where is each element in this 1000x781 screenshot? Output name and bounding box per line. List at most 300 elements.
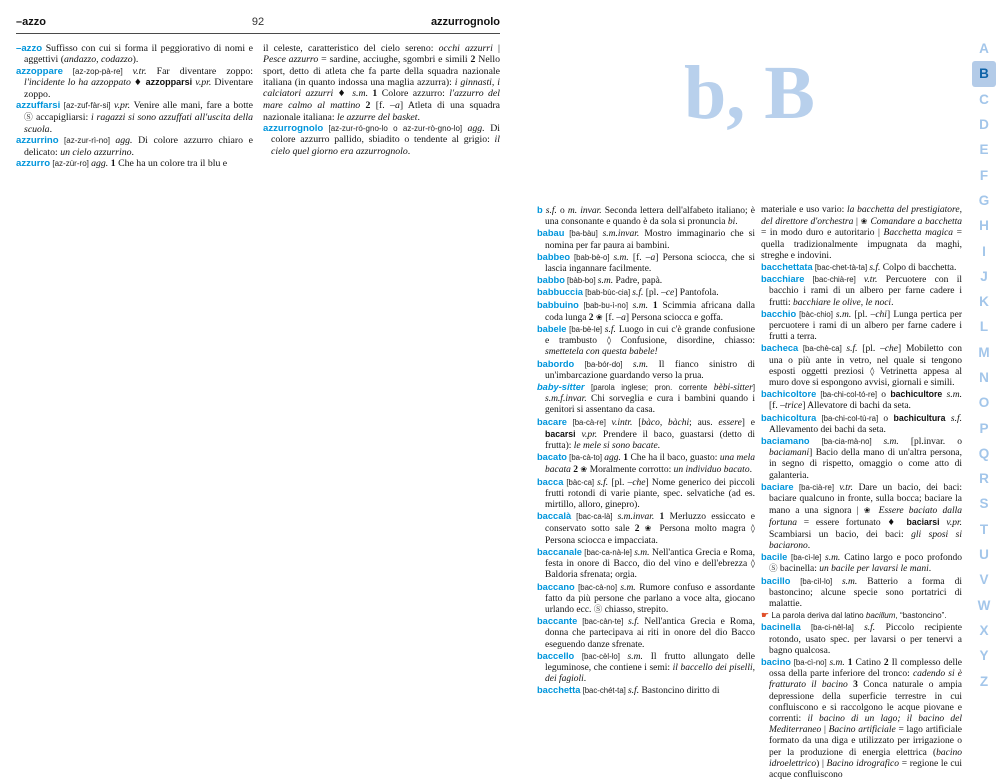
dictionary-entry <box>761 622 962 657</box>
dictionary-entry <box>537 511 755 547</box>
pronunciation: [ba-cìl-lo] <box>790 576 842 586</box>
text-segment: [pl. <box>857 344 881 355</box>
text-segment: s.f. <box>627 686 640 697</box>
text-segment: [f. <box>605 312 617 323</box>
alphabet-index-y: Y <box>979 648 989 664</box>
pronunciation: [az-zop-pà-re] <box>62 66 133 76</box>
headword: baby-sitter <box>537 382 585 393</box>
headword: bacchetta <box>537 685 581 696</box>
text-segment: = essere fortunato <box>796 518 888 529</box>
alphabet-index-q: Q <box>978 445 990 461</box>
text-segment: bacinella: <box>777 564 820 575</box>
text-segment: [pl.invar. o <box>898 437 962 448</box>
dictionary-symbol: ◊ <box>750 559 755 570</box>
headword: bacato <box>537 452 567 463</box>
header-last-word: azzurrognolo <box>430 16 500 28</box>
headword: bacino <box>761 656 791 667</box>
dictionary-entry <box>16 100 253 135</box>
text-segment: s.m.invar. <box>617 512 655 523</box>
text-segment: . <box>131 146 134 158</box>
dictionary-entry <box>761 274 962 309</box>
pronunciation: [bac-chià-re] <box>804 275 864 285</box>
dictionary-entry <box>537 359 755 382</box>
headword: babbuino <box>537 299 579 310</box>
text-segment: codazzo <box>101 54 133 66</box>
text-segment: le azzurre del basket <box>336 111 418 123</box>
text-segment: s.f. <box>869 263 881 274</box>
alphabet-index-j: J <box>980 268 988 284</box>
alphabet-index-r: R <box>979 471 989 487</box>
dictionary-entry <box>16 135 253 158</box>
text-segment: 2 <box>360 100 376 112</box>
headword: babbo <box>537 275 565 286</box>
dictionary-column <box>263 43 500 169</box>
text-segment: Nello sport, detto di atleta che fa parte della squadra nazionale italiana (in quanto indossa una maglia azzurra): <box>263 54 501 88</box>
text-segment: . <box>749 465 752 476</box>
text-segment: –trice <box>780 401 803 412</box>
headword: babau <box>537 228 565 239</box>
dictionary-symbol: Ⓢ <box>769 564 778 575</box>
dictionary-entry <box>537 477 755 512</box>
text-segment: Nell'antica Grecia e Roma, donna che partecipava ai riti in onore del dio Bacco eseguendo danze sfrenate. <box>545 617 755 650</box>
headword: b <box>537 205 543 215</box>
pronunciation: [bac-càn-te] <box>577 617 629 627</box>
text-segment: Il complesso delle ossa della parte inferiore del tronco: <box>769 657 963 680</box>
text-segment: Che ha il baco, guasto: <box>630 453 720 464</box>
text-segment: [f. <box>628 252 646 263</box>
text-segment: [ <box>632 417 642 428</box>
dictionary-symbol: ♦ <box>887 518 907 529</box>
figurative-sense-icon: ❀ <box>595 312 606 322</box>
text-segment: agg. <box>604 453 621 464</box>
headword: azzuffarsi <box>16 100 61 112</box>
text-segment: Conca naturale o ampia depressione della superficie terrestre in cui confluiscono e si raccolgono le acque piovane e correnti: <box>769 680 963 724</box>
text-segment: ] Bacio della mano di un'altra persona, in segno di rispetto, omaggio o come atto di galanteria. <box>769 448 962 481</box>
dictionary-symbol: ◊ <box>750 524 756 535</box>
alphabet-index-g: G <box>978 192 990 208</box>
text-segment: = quella tradizionalmente impugnata da maghi, streghe e indovini. <box>761 228 962 261</box>
alphabet-index-e: E <box>979 142 989 158</box>
dictionary-entry <box>16 158 253 169</box>
dictionary-entry <box>537 324 755 359</box>
pronunciation: [az-zur-ró-gno-lo o az-zur-rò-gno-lo] <box>323 124 468 134</box>
text-segment: . <box>417 111 420 123</box>
text-segment: Seconda lettera dell'alfabeto italiano; è una consonante e quando è da sola si pronuncia <box>545 206 755 228</box>
text-segment: 2 <box>588 312 596 323</box>
text-segment: bacillum <box>865 611 896 621</box>
pronunciation: [ba-bè-le] <box>566 325 605 335</box>
pronunciation: [bàc-chio] <box>796 309 836 319</box>
pronunciation: [bab-bùc-cia] <box>582 288 633 298</box>
dictionary-symbol: ♦ <box>337 89 353 100</box>
text-segment: bi <box>727 217 736 228</box>
headword: bacchio <box>761 308 797 319</box>
pronunciation: ] <box>752 383 755 393</box>
text-segment: 1 <box>108 157 119 169</box>
alphabet-index-b-active: B <box>972 61 996 86</box>
text-segment: ) | <box>816 758 827 769</box>
figurative-sense-icon: ❀ <box>644 524 660 534</box>
text-segment: bachicultore <box>890 389 947 400</box>
text-segment: Moralmente corrotto: <box>589 465 674 476</box>
text-segment: Il fianco sinistro di un'imbarcazione guardando verso la prua. <box>545 359 755 381</box>
text-segment: agg. <box>467 123 485 135</box>
text-segment: 2 <box>883 657 892 668</box>
text-segment: s.f. <box>604 325 616 336</box>
text-segment: Il frutto allungato delle leguminose, che contiene i semi: <box>545 651 755 673</box>
pronunciation: [bac-cà-no] <box>574 582 621 592</box>
pronunciation: [az-zùr-ro] <box>50 158 92 168</box>
pronunciation: [az-zur-rì-no] <box>58 136 116 146</box>
text-segment: Colpo di bacchetta. <box>880 263 957 274</box>
text-segment: Percuotere con il bacchio i rami di un albero per farne cadere i frutti: <box>769 275 962 308</box>
dictionary-entry <box>761 309 962 344</box>
text-segment: . <box>583 674 587 685</box>
dictionary-symbol: ♦ <box>133 77 146 88</box>
text-segment: s.f. <box>846 344 858 355</box>
headword: azzurrognolo <box>263 123 324 135</box>
text-segment: v.pr. <box>581 429 598 440</box>
text-segment: o <box>883 413 894 424</box>
text-segment: ] Mobiletto con una o più ante in vetro, nel quale si tengono esposti oggetti preziosi <box>769 344 963 377</box>
text-segment: La parola deriva dal latino <box>769 611 866 621</box>
text-segment: Padre, papà. <box>613 276 663 287</box>
dictionary-symbol: ◊ <box>606 336 612 347</box>
dictionary-entry <box>761 389 962 412</box>
dictionary-column <box>537 205 755 781</box>
alphabet-index-u: U <box>979 547 989 563</box>
dictionary-entry <box>537 582 755 617</box>
headword: baccello <box>537 650 575 661</box>
text-segment: 1 <box>844 657 856 668</box>
text-segment: i ragazzi si sono azzuffati all'uscita della scuola <box>24 111 254 136</box>
text-segment: –chi <box>870 309 887 320</box>
text-segment: agg. <box>115 135 133 147</box>
headword: bacca <box>537 476 564 487</box>
dictionary-entry <box>537 275 755 287</box>
text-segment: v.tr. <box>863 275 878 286</box>
dictionary-column <box>761 205 962 781</box>
text-segment: . <box>407 145 411 157</box>
dictionary-entry <box>537 685 755 697</box>
text-segment: un cielo azzurrino <box>60 146 132 158</box>
text-segment: . <box>928 564 932 575</box>
alphabet-index-a: A <box>979 41 989 57</box>
text-segment: smettetela con questa babele! <box>545 347 658 358</box>
text-segment: ] Persona sciocca e goffa. <box>625 312 723 323</box>
text-segment: Di colore azzurro chiaro e delicato: <box>24 135 253 158</box>
text-segment: ] Allevatore di bachi da seta. <box>802 401 911 412</box>
pronunciation: [bàc-ca] <box>563 477 598 487</box>
text-segment: ). <box>132 54 139 66</box>
alphabet-index-h: H <box>979 218 989 234</box>
text-segment: v.pr. <box>195 76 212 88</box>
text-segment: Catino <box>855 657 884 668</box>
text-segment: s.m. <box>597 276 614 287</box>
pronunciation: [bac-ca-nà-le] <box>581 547 635 557</box>
text-segment: s.f. <box>864 623 876 634</box>
pronunciation: [ba-bór-do] <box>574 359 633 369</box>
text-segment: Suffisso con cui si forma il peggiorativo di nomi e aggettivi ( <box>24 43 253 66</box>
dictionary-symbol: ◊ <box>870 366 875 377</box>
page-number: 92 <box>251 16 265 28</box>
text-segment: . <box>891 297 894 308</box>
text-segment: 1 <box>654 512 670 523</box>
text-segment: Persona sciocca e impacciata. <box>545 535 658 546</box>
pronunciation: [bac-chet-tà-ta] <box>812 263 870 273</box>
alphabet-index-o: O <box>978 395 990 411</box>
text-segment: bàco, bàchi <box>641 417 690 428</box>
entry-continuation <box>761 205 962 262</box>
text-segment: bacarsi <box>545 428 582 439</box>
text-segment: . <box>657 441 661 452</box>
text-segment: 1 <box>368 88 382 100</box>
alphabet-index-i: I <box>982 243 986 259</box>
text-segment: occhi azzurri <box>438 43 493 54</box>
alphabet-index-k: K <box>979 294 989 310</box>
dictionary-entry <box>263 123 500 157</box>
text-segment: [pl. <box>851 309 871 320</box>
alphabet-index-v: V <box>979 572 989 588</box>
text-segment: cadendo si è fratturato il bacino <box>769 669 962 691</box>
text-segment: Venire alle mani, fare a botte <box>130 100 253 112</box>
text-segment: il cielo quel giorno era azzurrognolo <box>271 134 500 157</box>
text-segment: accapigliarsi: <box>33 111 91 123</box>
alphabet-index-c: C <box>979 91 989 107</box>
text-segment: la bacchetta del prestigiatore, del direttore d'orchestra <box>761 205 962 228</box>
text-segment: Bacino idrografico <box>826 758 900 769</box>
text-segment: –a <box>645 252 656 263</box>
text-segment: | <box>853 217 861 228</box>
alphabet-index-m: M <box>978 344 990 360</box>
text-segment: ; aus. <box>689 417 719 428</box>
text-segment: Prendere il baco, guastarsi (detto di frutta): <box>545 429 755 452</box>
text-segment: azzopparsi <box>145 76 196 87</box>
pronunciation: [ba-chè-ca] <box>798 344 847 354</box>
alphabet-index-n: N <box>979 370 989 385</box>
pronunciation: [az-zuf-fàr-si] <box>60 101 114 111</box>
text-segment: , <box>96 54 102 66</box>
headword: azzurrino <box>16 135 59 147</box>
text-segment: baciamani <box>769 448 810 459</box>
pronunciation: [bab-bu-ì-no] <box>578 300 633 310</box>
alphabet-index-w: W <box>977 597 991 613</box>
text-segment: | <box>492 43 500 54</box>
text-segment: bachicultura <box>893 412 951 423</box>
text-segment: Persona molto magra <box>659 524 751 535</box>
text-segment: s.m. <box>825 553 841 564</box>
text-segment: , “bastoncino”. <box>895 611 947 621</box>
dictionary-entry <box>761 343 962 389</box>
headword: baciare <box>761 481 794 492</box>
pronunciation: [ba-cì-no] <box>790 657 830 667</box>
pronunciation: [ba-ci-nèl-la] <box>800 623 865 633</box>
text-segment: Merluzzo essiccato e conservato sotto sale <box>545 512 756 535</box>
letter-section-heading: b, B <box>684 51 815 135</box>
left-page <box>16 16 500 169</box>
text-segment: o <box>881 390 891 401</box>
text-segment: 2 <box>634 524 645 535</box>
dictionary-entry <box>537 252 755 275</box>
text-segment: = sardine, acciughe, sgombri e simili <box>318 54 471 66</box>
text-segment: Bastoncino diritto di <box>639 686 720 697</box>
text-segment: Scambiarsi un bacio, dei baci: <box>769 529 912 540</box>
text-segment: s.f. <box>632 288 644 299</box>
text-segment: –ce <box>661 288 675 299</box>
headword: babele <box>537 324 567 335</box>
text-segment: Che ha un colore tra il blu e <box>118 157 228 169</box>
text-segment: –a <box>616 312 626 323</box>
dictionary-entry <box>761 262 962 274</box>
text-segment: . <box>735 217 738 228</box>
right-page <box>537 0 963 780</box>
text-segment: 1 <box>647 300 663 311</box>
text-segment: l'azzurro del mare calmo al mattino <box>263 88 501 112</box>
dictionary-entry <box>16 43 253 66</box>
text-segment: Catino largo e poco profondo <box>840 553 962 564</box>
dictionary-entry <box>761 657 962 781</box>
text-segment: Allevamento dei bachi da seta. <box>769 424 886 435</box>
text-segment: v.tr. <box>132 65 147 77</box>
dictionary-entry <box>537 228 755 251</box>
pronunciation: [ba-cia-mà-no] <box>809 437 884 447</box>
text-segment: s.m. <box>883 437 899 448</box>
dictionary-entry <box>537 651 755 686</box>
text-segment: 2 <box>570 465 581 476</box>
alphabet-index-d: D <box>979 117 989 133</box>
headword: baccano <box>537 581 575 592</box>
text-segment: bacino idroelettrico <box>769 747 962 769</box>
headword: bacheca <box>761 343 799 354</box>
header-first-word: –azzo <box>16 16 46 28</box>
text-segment: s.m. <box>632 300 648 311</box>
text-segment: Far diventare zoppo: <box>146 65 253 77</box>
headword: babordo <box>537 358 575 369</box>
text-segment: s.m. <box>613 252 629 263</box>
pronunciation: [ba-cì-le] <box>787 553 825 563</box>
text-segment: o <box>556 206 568 216</box>
headword: babbeo <box>537 251 571 262</box>
pronunciation: [bac-chét-ta] <box>580 686 628 696</box>
text-segment: s.m. <box>620 582 636 593</box>
text-segment: bacchiare le olive, le noci <box>793 297 892 308</box>
text-segment: [f. <box>769 401 781 412</box>
text-segment: = in modo duro e autoritario | <box>761 228 884 239</box>
pronunciation: [bàb-bo] <box>564 276 598 286</box>
dictionary-entry <box>537 616 755 651</box>
dictionary-entry <box>537 547 755 582</box>
text-segment: ] Pantofola. <box>674 288 719 299</box>
text-segment: gli sposi si baciarono <box>769 529 962 551</box>
text-segment: ] Atleta di una squadra nazionale italiana: <box>263 100 500 123</box>
dictionary-entry <box>537 452 755 476</box>
text-segment: il baccello dei piselli, dei fagioli <box>545 662 755 685</box>
text-segment: Mostro immaginario che si nomina per far paura ai bambini. <box>545 229 755 251</box>
text-segment: s.f. <box>597 477 609 488</box>
dictionary-entry <box>761 610 962 622</box>
entry-continuation <box>263 43 500 123</box>
text-segment: s.m.invar. <box>602 229 640 240</box>
dictionary-entry <box>761 576 962 611</box>
pronunciation: [parola inglese; pron. corrente <box>584 383 714 393</box>
text-segment: Dare un bacio, dei baci: baciare qualcuno in fronte, sulla bocca; baciare la mano a una signora | <box>769 482 962 517</box>
text-segment: s.m. <box>634 547 650 558</box>
pronunciation: [ba-cià-re] <box>793 482 840 492</box>
text-segment: Vetrinetta appesa al muro dove si espongono avvisi, giornali e simili. <box>769 366 962 389</box>
headword: bacile <box>761 552 788 563</box>
text-segment: s.m. <box>352 88 369 100</box>
text-segment: Comandare a bacchetta <box>870 217 962 228</box>
figurative-sense-icon: ❀ <box>580 465 590 475</box>
pronunciation: [bab-bè-o] <box>570 252 614 262</box>
text-segment: Colore azzurro: <box>381 88 450 100</box>
text-segment: Scimmia africana dalla coda lunga <box>545 300 755 323</box>
headword: bacchiare <box>761 274 805 285</box>
text-segment: s.m. <box>835 309 852 320</box>
text-segment: una mela bacata <box>545 453 755 476</box>
text-segment: Baldoria sfrenata; orgia. <box>545 570 637 581</box>
text-segment: Essere baciato dalla fortuna <box>769 506 962 529</box>
text-segment: | <box>821 725 829 736</box>
dictionary-entry <box>761 436 962 482</box>
text-segment: Di colore azzurro pallido, sbiadito o tendente al grigio: <box>271 123 501 146</box>
text-segment: materiale e uso vario: <box>761 205 847 215</box>
headword: baciamano <box>761 436 810 447</box>
text-segment: 3 <box>847 680 864 691</box>
headword: bachicoltore <box>761 389 817 400</box>
text-segment: un bacile per lavarsi le mani <box>819 564 929 575</box>
text-segment: un individuo bacato <box>673 465 750 476</box>
text-segment: . <box>807 540 811 551</box>
text-segment: v.intr. <box>611 417 633 428</box>
text-segment: [pl. <box>608 477 628 488</box>
text-segment: s.m. <box>841 576 858 587</box>
text-segment: v.tr. <box>839 482 853 493</box>
text-segment: . <box>49 124 53 136</box>
headword: baccanale <box>537 546 582 557</box>
text-segment: s.m. <box>627 651 643 662</box>
headword: bacinella <box>761 622 801 633</box>
dictionary-symbol: Ⓢ <box>24 112 34 123</box>
dictionary-entry <box>537 205 755 228</box>
dictionary-entry <box>761 413 962 436</box>
text-segment: –a <box>390 100 400 112</box>
headword: baccalà <box>537 511 572 522</box>
alphabet-index-x: X <box>979 622 989 638</box>
text-segment: ] Lunga pertica per percuotere i rami di un albero per farne cadere i frutti a terra. <box>769 309 962 343</box>
text-segment: s.m. <box>632 359 649 370</box>
pronunciation: [ba-cà-to] <box>566 453 605 463</box>
headword: azzoppare <box>16 65 63 77</box>
text-segment: Pesce azzurro <box>263 54 319 66</box>
dictionary-entry <box>761 482 962 552</box>
text-segment: 1 <box>620 453 631 464</box>
alphabet-thumb-index <box>972 36 996 694</box>
alphabet-index-s: S <box>979 496 989 512</box>
figurative-sense-icon: ❀ <box>860 217 871 227</box>
text-segment: s.f. <box>628 617 640 628</box>
text-segment: –che <box>880 344 898 355</box>
alphabet-index-p: P <box>979 420 989 436</box>
text-segment: [pl. <box>643 288 662 299</box>
text-segment: il celeste, caratteristico del cielo sereno: <box>263 43 439 54</box>
dictionary-entry <box>761 552 962 575</box>
figurative-sense-icon: ❀ <box>863 506 879 516</box>
text-segment: 2 <box>470 54 479 66</box>
alphabet-index-f: F <box>979 167 989 183</box>
pronunciation: [ba-cà-re] <box>566 417 612 427</box>
text-segment: Nell'antica Grecia e Roma, festa in onore di Bacco, dio del vino e dell'ebrezza <box>545 547 756 570</box>
